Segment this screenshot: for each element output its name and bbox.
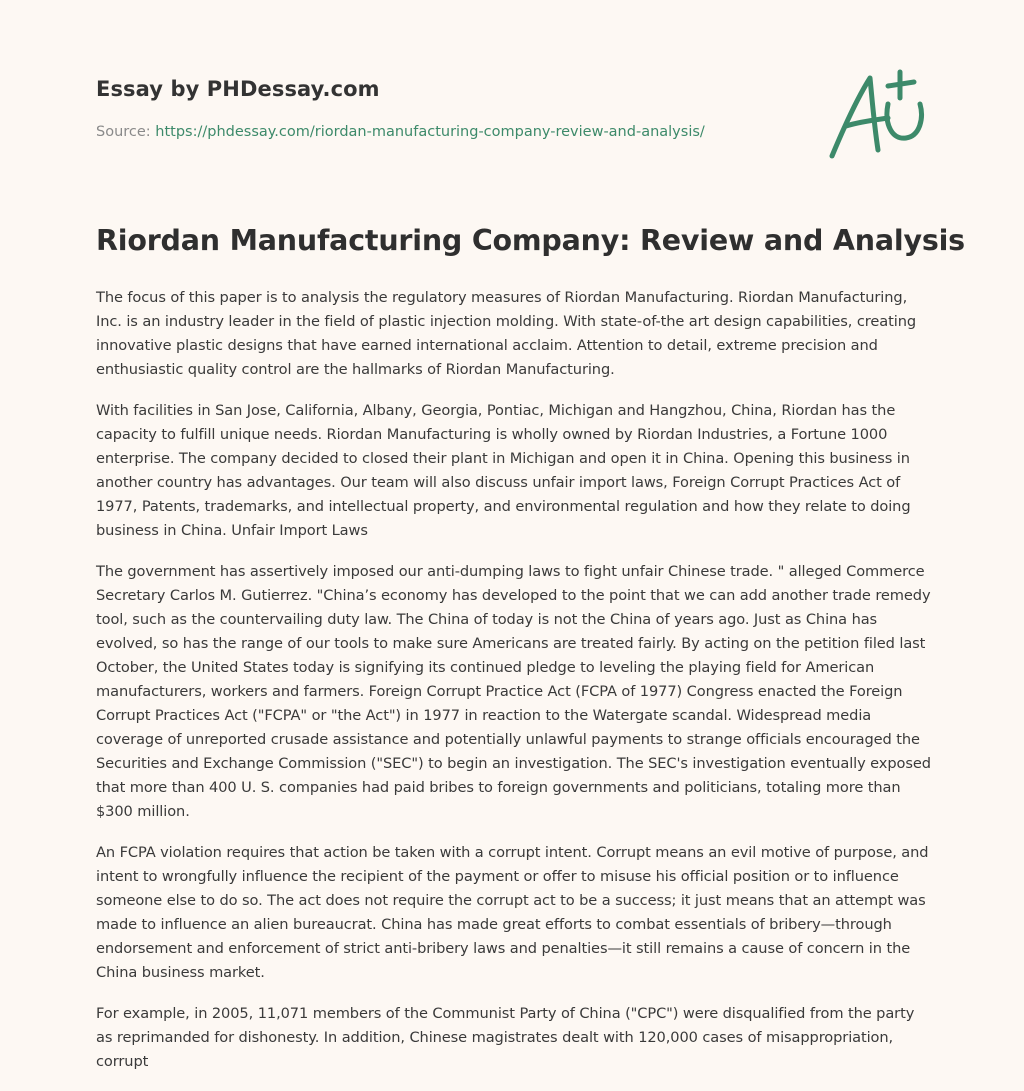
- a-plus-logo-icon: [826, 68, 930, 164]
- paragraph: An FCPA violation requires that action be taken with a corrupt intent. Corrupt means an evil motive of purpose, and intent to wrongfully influence the recipient of the payment or offer to misuse his official position or to influence someone else to do so. The act does not require the corrupt act to be a success; it just means that an attempt was made to influence an alien bureaucrat. China has made great efforts to combat essentials of bribery—through endorsement and enforcement of strict anti-bribery laws and penalties—it still remains a cause of concern in the China business market.: [96, 844, 929, 981]
- source-link[interactable]: https://phdessay.com/riordan-manufacturing-company-review-and-analysis/: [155, 124, 705, 140]
- article-title: Riordan Manufacturing Company: Review and Analysis: [96, 224, 965, 257]
- article-body: [96, 286, 934, 1091]
- paragraph: For example, in 2005, 11,071 members of the Communist Party of China ("CPC") were disqualified from the party as reprimanded for dishonesty. In addition, Chinese magistrates dealt with 120,000 cases of misappropriation, corrupt: [96, 1005, 915, 1070]
- paragraph: The government has assertively imposed our anti-dumping laws to fight unfair Chinese trade. " alleged Commerce Secretary Carlos M. Gutierrez. "China’s economy has developed to the point that we can add another trade remedy tool, such as the countervailing duty law. The China of today is not the China of years ago. Just as China has evolved, so has the range of our tools to make sure Americans are treated fairly. By acting on the petition filed last October, the United States today is signifying its continued pledge to leveling the playing field for American manufacturers, workers and farmers. Foreign Corrupt Practice Act (FCPA of 1977) Congress enacted the Foreign Corrupt Practices Act ("FCPA" or "the Act") in 1977 in reaction to the Watergate scandal. Widespread media coverage of unreported crusade assistance and potentially unlawful payments to strange officials encouraged the Securities and Exchange Commission ("SEC") to begin an investigation. The SEC's investigation eventually exposed that more than 400 U. S. companies had paid bribes to foreign governments and politicians, totaling more than $300 million.: [96, 563, 931, 820]
- header: [96, 0, 928, 190]
- paragraph: The focus of this paper is to analysis the regulatory measures of Riordan Manufacturing. Riordan Manufacturing, Inc. is an industry leader in the field of plastic injection molding. With state-of-the art design capabilities, creating innovative plastic designs that have earned international acclaim. Attention to detail, extreme precision and enthusiastic quality control are the hallmarks of Riordan Manufacturing.: [96, 289, 917, 378]
- paragraph: With facilities in San Jose, California, Albany, Georgia, Pontiac, Michigan and Hangzhou, China, Riordan has the capacity to fulfill unique needs. Riordan Manufacturing is wholly owned by Riordan Industries, a Fortune 1000 enterprise. The company decided to closed their plant in Michigan and open it in China. Opening this business in another country has advantages. Our team will also discuss unfair import laws, Foreign Corrupt Practices Act of 1977, Patents, trademarks, and intellectual property, and environmental regulation and how they relate to doing business in China. Unfair Import Laws: [96, 402, 911, 539]
- site-brand: Essay by PHDessay.com: [96, 77, 380, 101]
- source-line: [96, 124, 705, 140]
- source-label: Source:: [96, 124, 156, 140]
